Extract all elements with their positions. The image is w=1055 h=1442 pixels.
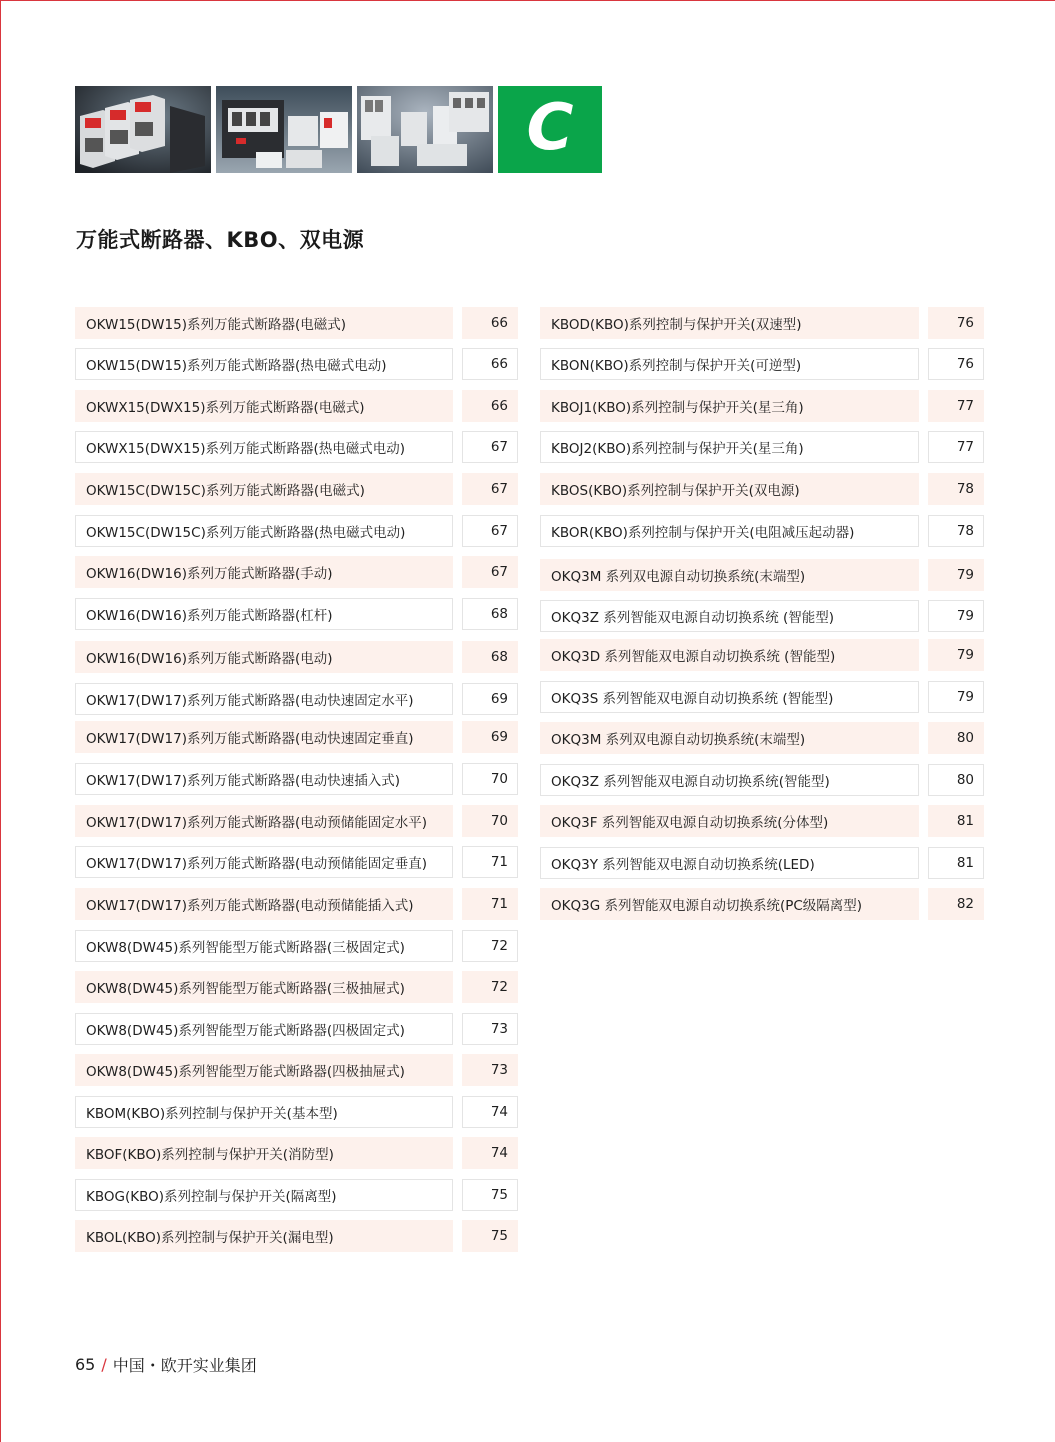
- section-letter: C: [526, 90, 574, 165]
- toc-entry-page: 81: [928, 805, 984, 837]
- toc-entry-title: OKQ3G 系列智能双电源自动切换系统(PC级隔离型): [540, 888, 919, 920]
- toc-entry-page: 79: [928, 600, 984, 632]
- toc-entry-title: KBOR(KBO)系列控制与保护开关(电阻减压起动器): [540, 515, 919, 547]
- toc-entry-title: OKW15C(DW15C)系列万能式断路器(热电磁式电动): [75, 515, 453, 547]
- section-badge: [498, 86, 602, 173]
- toc-entry-page: 79: [928, 639, 984, 671]
- toc-entry-title: OKW16(DW16)系列万能式断路器(手动): [75, 556, 453, 588]
- toc-entry-title: KBOM(KBO)系列控制与保护开关(基本型): [75, 1096, 453, 1128]
- toc-entry-page: 67: [462, 473, 518, 505]
- toc-entry-title: OKW17(DW17)系列万能式断路器(电动快速固定水平): [75, 683, 453, 715]
- toc-entry-title: OKW15(DW15)系列万能式断路器(热电磁式电动): [75, 348, 453, 380]
- toc-entry-page: 72: [462, 971, 518, 1003]
- toc-entry-page: 80: [928, 764, 984, 796]
- toc-entry-page: 78: [928, 473, 984, 505]
- toc-entry-page: 81: [928, 847, 984, 879]
- toc-entry-title: OKW17(DW17)系列万能式断路器(电动快速固定垂直): [75, 721, 453, 753]
- toc-entry-title: OKW17(DW17)系列万能式断路器(电动预储能插入式): [75, 888, 453, 920]
- toc-entry-title: OKW15C(DW15C)系列万能式断路器(电磁式): [75, 473, 453, 505]
- toc-entry-title: OKQ3Y 系列智能双电源自动切换系统(LED): [540, 847, 919, 879]
- toc-entry-page: 74: [462, 1096, 518, 1128]
- toc-entry-page: 82: [928, 888, 984, 920]
- toc-entry-title: OKQ3F 系列智能双电源自动切换系统(分体型): [540, 805, 919, 837]
- toc-entry-page: 79: [928, 559, 984, 591]
- toc-entry-title: KBON(KBO)系列控制与保护开关(可逆型): [540, 348, 919, 380]
- toc-entry-title: KBOJ2(KBO)系列控制与保护开关(星三角): [540, 431, 919, 463]
- toc-entry-title: OKW15(DW15)系列万能式断路器(电磁式): [75, 307, 453, 339]
- toc-entry-page: 66: [462, 307, 518, 339]
- footer: [75, 1353, 257, 1376]
- toc-entry-page: 66: [462, 348, 518, 380]
- toc-entry-title: OKWX15(DWX15)系列万能式断路器(热电磁式电动): [75, 431, 453, 463]
- page-edge-top: [0, 0, 1055, 1]
- toc-entry-title: KBOF(KBO)系列控制与保护开关(消防型): [75, 1137, 453, 1169]
- toc-entry-page: 80: [928, 722, 984, 754]
- toc-entry-page: 67: [462, 556, 518, 588]
- toc-entry-title: OKQ3S 系列智能双电源自动切换系统 (智能型): [540, 681, 919, 713]
- toc-entry-page: 66: [462, 390, 518, 422]
- toc-entry-page: 73: [462, 1054, 518, 1086]
- toc-entry-page: 67: [462, 515, 518, 547]
- page-number: 65: [75, 1355, 96, 1374]
- toc-entry-title: KBOG(KBO)系列控制与保护开关(隔离型): [75, 1179, 453, 1211]
- toc-entry-page: 77: [928, 390, 984, 422]
- toc-entry-page: 69: [462, 721, 518, 753]
- dual-power-switch-photo: [357, 86, 493, 173]
- universal-breaker-photo: [216, 86, 352, 173]
- toc-entry-title: KBOD(KBO)系列控制与保护开关(双速型): [540, 307, 919, 339]
- toc-entry-title: OKQ3Z 系列智能双电源自动切换系统(智能型): [540, 764, 919, 796]
- toc-entry-title: KBOL(KBO)系列控制与保护开关(漏电型): [75, 1220, 453, 1252]
- page-edge-left: [0, 0, 1, 1442]
- toc-entry-page: 75: [462, 1179, 518, 1211]
- toc-entry-title: KBOJ1(KBO)系列控制与保护开关(星三角): [540, 390, 919, 422]
- toc-entry-title: OKW8(DW45)系列智能型万能式断路器(三极固定式): [75, 930, 453, 962]
- toc-entry-page: 74: [462, 1137, 518, 1169]
- toc-entry-page: 77: [928, 431, 984, 463]
- toc-entry-title: OKW8(DW45)系列智能型万能式断路器(四极抽屉式): [75, 1054, 453, 1086]
- toc-entry-title: OKW17(DW17)系列万能式断路器(电动预储能固定垂直): [75, 846, 453, 878]
- toc-entry-title: OKW8(DW45)系列智能型万能式断路器(三极抽屉式): [75, 971, 453, 1003]
- company-name: 中国・欧开实业集团: [112, 1356, 257, 1375]
- toc-entry-page: 73: [462, 1013, 518, 1045]
- toc-entry-page: 71: [462, 846, 518, 878]
- page-title: 万能式断路器、KBO、双电源: [76, 228, 365, 252]
- toc-entry-title: OKQ3M 系列双电源自动切换系统(末端型): [540, 722, 919, 754]
- toc-entry-page: 67: [462, 431, 518, 463]
- toc-entry-title: OKQ3M 系列双电源自动切换系统(末端型): [540, 559, 919, 591]
- toc-entry-title: OKW16(DW16)系列万能式断路器(杠杆): [75, 598, 453, 630]
- toc-entry-page: 72: [462, 930, 518, 962]
- breaker-module-photo: [75, 86, 211, 173]
- toc-entry-title: OKQ3D 系列智能双电源自动切换系统 (智能型): [540, 639, 919, 671]
- toc-entry-page: 78: [928, 515, 984, 547]
- toc-entry-page: 71: [462, 888, 518, 920]
- toc-entry-page: 70: [462, 763, 518, 795]
- toc-entry-page: 69: [462, 683, 518, 715]
- toc-entry-title: OKW17(DW17)系列万能式断路器(电动快速插入式): [75, 763, 453, 795]
- toc-entry-page: 68: [462, 598, 518, 630]
- toc-entry-page: 70: [462, 805, 518, 837]
- toc-entry-page: 75: [462, 1220, 518, 1252]
- toc-entry-title: OKW17(DW17)系列万能式断路器(电动预储能固定水平): [75, 805, 453, 837]
- toc-entry-title: OKQ3Z 系列智能双电源自动切换系统 (智能型): [540, 600, 919, 632]
- toc-entry-title: OKW16(DW16)系列万能式断路器(电动): [75, 641, 453, 673]
- toc-entry-page: 79: [928, 681, 984, 713]
- toc-entry-page: 68: [462, 641, 518, 673]
- toc-entry-title: OKWX15(DWX15)系列万能式断路器(电磁式): [75, 390, 453, 422]
- toc-entry-title: OKW8(DW45)系列智能型万能式断路器(四极固定式): [75, 1013, 453, 1045]
- toc-entry-page: 76: [928, 348, 984, 380]
- toc-entry-page: 76: [928, 307, 984, 339]
- footer-separator: /: [101, 1355, 107, 1374]
- toc-entry-title: KBOS(KBO)系列控制与保护开关(双电源): [540, 473, 919, 505]
